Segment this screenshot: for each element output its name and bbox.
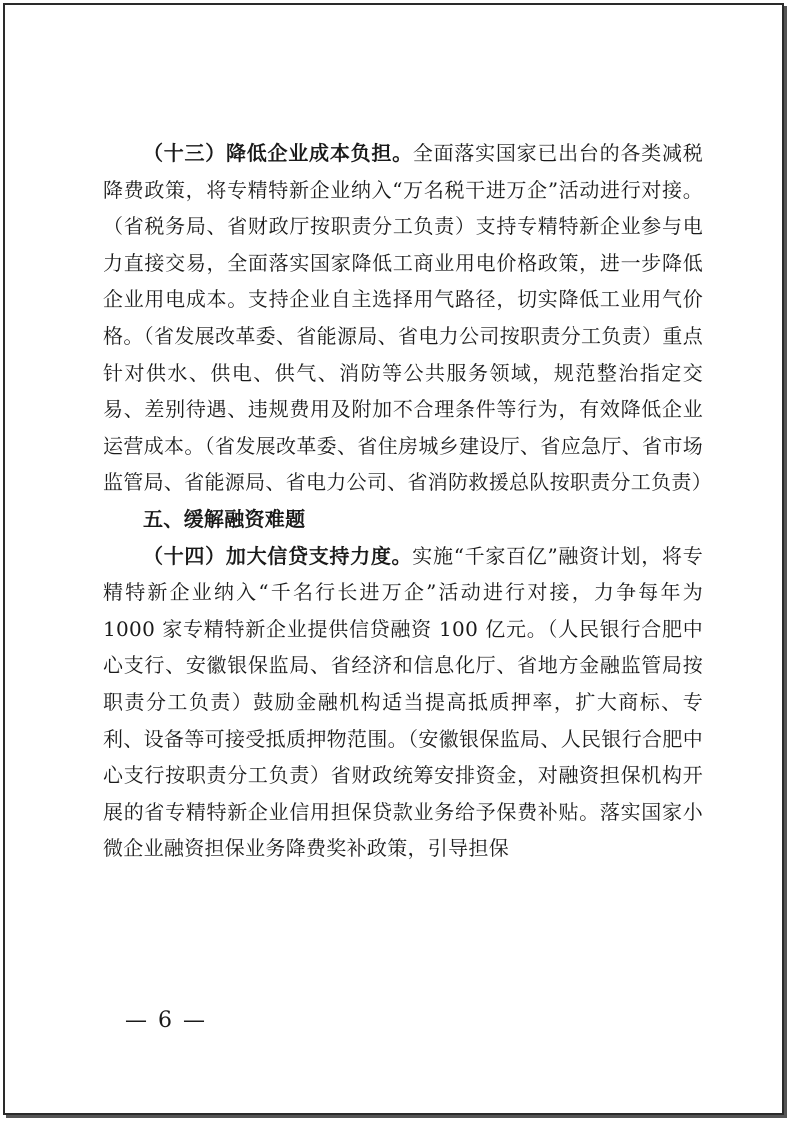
paragraph-13-text: 全面落实国家已出台的各类减税降费政策，将专精特新企业纳入“万名税干进万企”活动进行对接。（省税务局、省财政厅按职责分工负责）支持专精特新企业参与电力直接交易，全面落实国家降低工商业用电价格政策，进一步降低企业用电成本。支持企业自主选择用气路径，切实降低工业用气价格。（省发展改革委、省能源局、省电力公司按职责分工负责）重点针对供水、供电、供气、消防等公共服务领域，规范整治指定交易、差别待遇、违规费用及附加不合理条件等行为，有效降低企业运营成本。（省发展改革委、省住房城乡建设厅、省应急厅、省市场监管局、省能源局、省电力公司、省消防救援总队按职责分工负责） [103,141,712,495]
paragraph-14 [103,538,703,867]
section-heading-5: 五、缓解融资难题 [143,506,306,531]
page-number: — 6 — [125,1008,207,1033]
document-page [3,3,784,1115]
paragraph-13 [103,135,712,501]
paragraph-14-lead: （十四）加大信贷支持力度。 [143,543,413,568]
paragraph-13-lead: （十三）降低企业成本负担。 [143,141,413,165]
paragraph-14-text: 实施“千家百亿”融资计划，将专精特新企业纳入“千名行长进万企”活动进行对接，力争每年为 1000 家专精特新企业提供信贷融资 100 亿元。（人民银行合肥中心支行、安徽银保监局、省经济和信息化厅、省地方金融监管局按职责分工负责）鼓励金融机构适当提高抵质押率，扩大商标、专利、设备等可接受抵质押物范围。（安徽银保监局、人民银行合肥中心支行按职责分工负责）省财政统筹安排资金，对融资担保机构开展的省专精特新企业信用担保贷款业务给予保费补贴。落实国家小微企业融资担保业务降费奖补政策，引导担保 [103,543,703,861]
document-body [103,135,712,867]
